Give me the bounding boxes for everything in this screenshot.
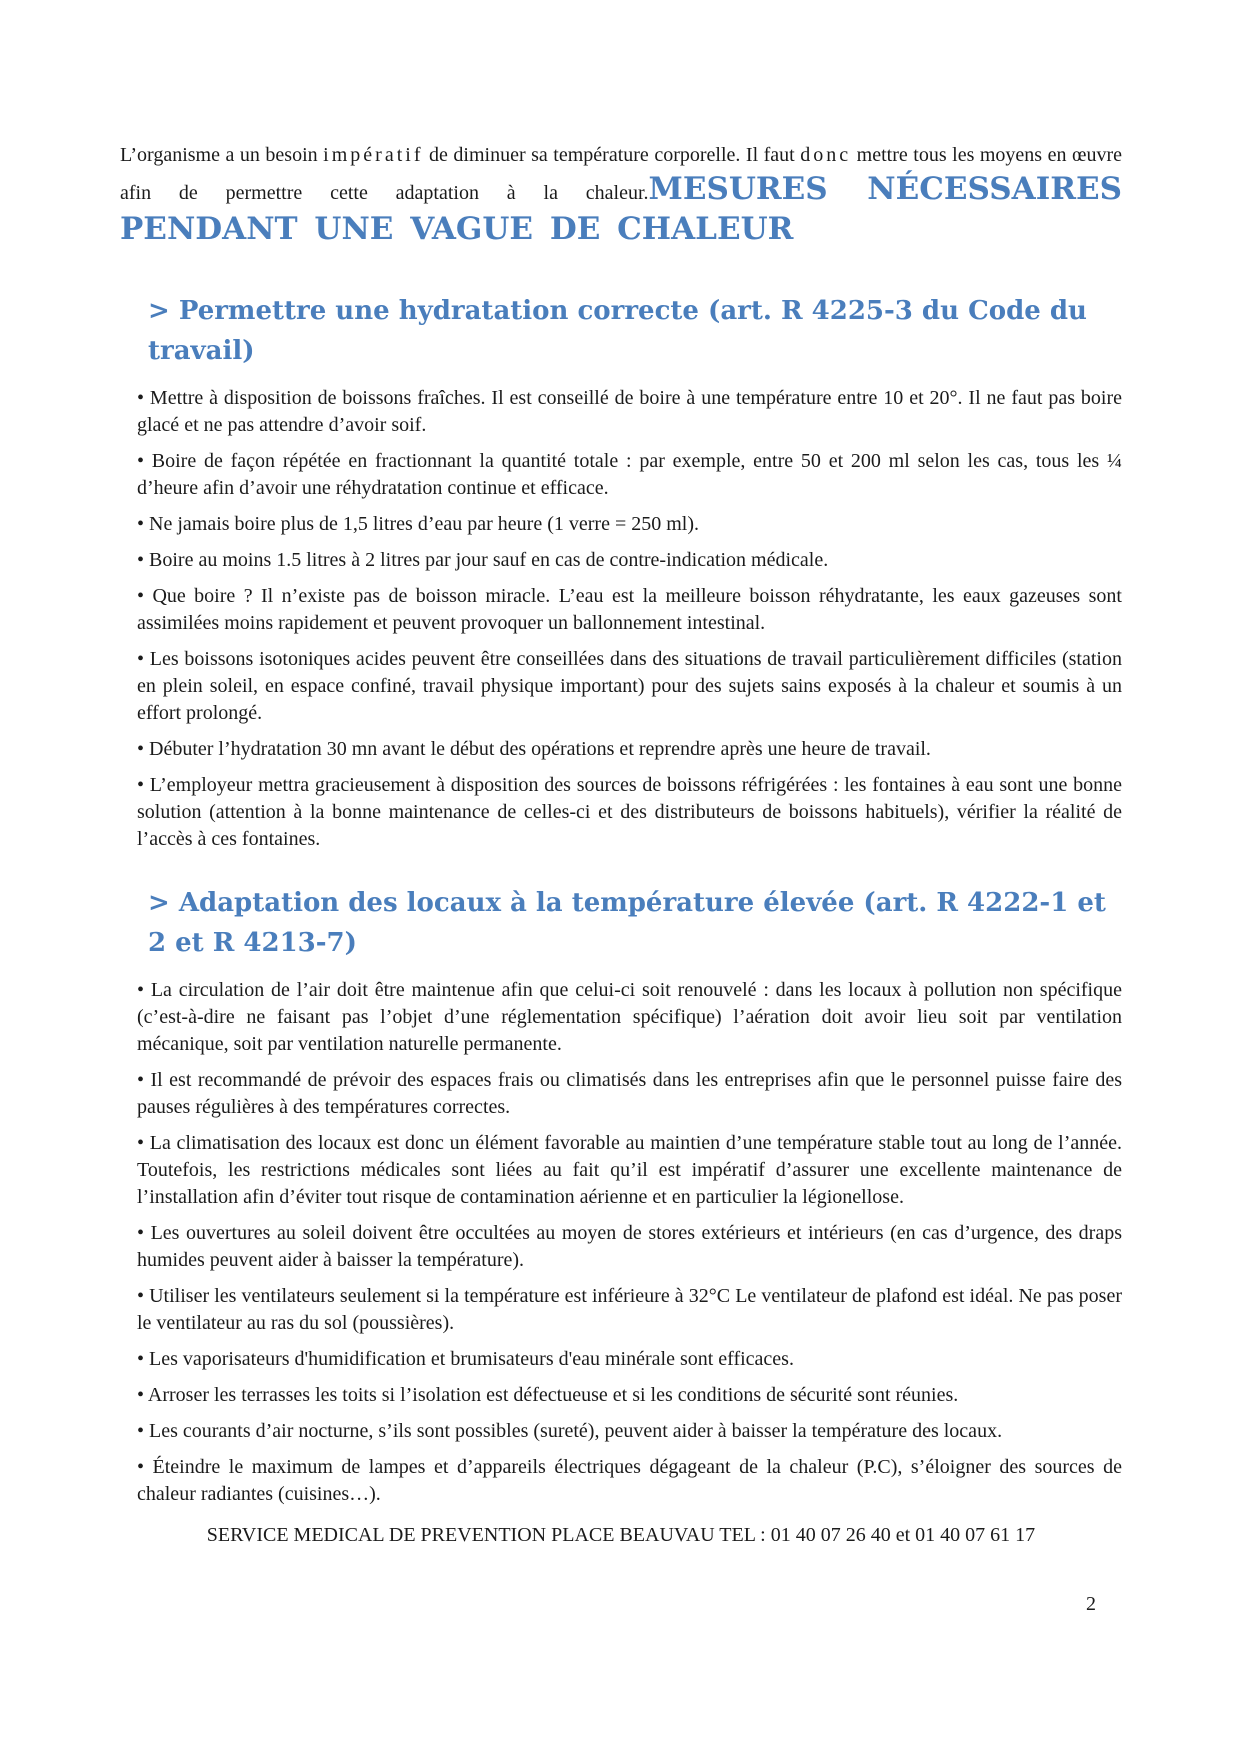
intro-text-3: mettre tous les moyens en œuvre afin de permettre cette adaptation à la chaleur. [120, 144, 1122, 204]
intro-text-2: de diminuer sa température corporelle. Il faut [423, 144, 801, 166]
intro-spaced-word-imperatif: impératif [323, 144, 424, 166]
section-locaux [120, 883, 1122, 1508]
bullet-item: • Les vaporisateurs d'humidification et brumisateurs d'eau minérale sont efficaces. [137, 1346, 1122, 1373]
section-hydration [120, 291, 1122, 853]
footer-service-medical: SERVICE MEDICAL DE PREVENTION PLACE BEAUVAU TEL : 01 40 07 26 40 et 01 40 07 61 17 [206, 1524, 1036, 1546]
bullet-item: • La climatisation des locaux est donc un élément favorable au maintien d’une température stable tout au long de l’année. Toutefois, les restrictions médicales sont liées au fait qu’il est impératif d’assurer une excellente maintenance de l’installation afin d’éviter tout risque de contamination aérienne et en particulier la légionellose. [137, 1130, 1122, 1211]
page-number: 2 [1086, 1593, 1096, 1615]
bullet-item: • La circulation de l’air doit être maintenue afin que celui-ci soit renouvelé : dans les locaux à pollution non spécifique (c’est-à-dire ne faisant pas l’objet d’une réglementation spécifique) l’aération doit avoir lieu soit par ventilation mécanique, soit par ventilation naturelle permanente. [137, 977, 1122, 1058]
bullet-item: • Les ouvertures au soleil doivent être occultées au moyen de stores extérieurs et intérieurs (en cas d’urgence, des draps humides peuvent aider à baisser la température). [137, 1220, 1122, 1274]
bullet-item: • Arroser les terrasses les toits si l’isolation est défectueuse et si les conditions de sécurité sont réunies. [137, 1382, 1122, 1409]
bullet-list-locaux [120, 977, 1122, 1508]
bullet-item: • Il est recommandé de prévoir des espaces frais ou climatisés dans les entreprises afin que le personnel puisse faire des pauses régulières à des températures correctes. [137, 1067, 1122, 1121]
bullet-item: • L’employeur mettra gracieusement à disposition des sources de boissons réfrigérées : les fontaines à eau sont une bonne solution (attention à la bonne maintenance de celles-ci et des distributeurs de boissons habituels), vérifier la réalité de l’accès à ces fontaines. [137, 772, 1122, 853]
bullet-item: • Boire de façon répétée en fractionnant la quantité totale : par exemple, entre 50 et 200 ml selon les cas, tous les ¼ d’heure afin d’avoir une réhydratation continue et efficace. [137, 448, 1122, 502]
intro-paragraph [120, 142, 1122, 249]
intro-text-1: L’organisme a un besoin [120, 144, 324, 166]
bullet-item: • Utiliser les ventilateurs seulement si la température est inférieure à 32°C Le ventilateur de plafond est idéal. Ne pas poser le ventilateur au ras du sol (poussières). [137, 1283, 1122, 1337]
bullet-list-hydration [120, 385, 1122, 853]
bullet-item: • Mettre à disposition de boissons fraîches. Il est conseillé de boire à une température entre 10 et 20°. Il ne faut pas boire glacé et ne pas attendre d’avoir soif. [137, 385, 1122, 439]
bullet-item: • Les courants d’air nocturne, s’ils sont possibles (sureté), peuvent aider à baisser la température des locaux. [137, 1418, 1122, 1445]
section-heading-hydration: > Permettre une hydratation correcte (art. R 4225-3 du Code du travail) [148, 296, 1087, 366]
section-heading-locaux: > Adaptation des locaux à la température élevée (art. R 4222-1 et 2 et R 4213-7) [148, 888, 1106, 958]
bullet-item: • Les boissons isotoniques acides peuvent être conseillées dans des situations de travail particulièrement difficiles (station en plein soleil, en espace confiné, travail physique important) pour des sujets sains exposés à la chaleur et soumis à un effort prolongé. [137, 646, 1122, 727]
bullet-item: • Que boire ? Il n’existe pas de boisson miracle. L’eau est la meilleure boisson réhydratante, les eaux gazeuses sont assimilées moins rapidement et peuvent provoquer un ballonnement intestinal. [137, 583, 1122, 637]
bullet-item: • Éteindre le maximum de lampes et d’appareils électriques dégageant de la chaleur (P.C), s’éloigner des sources de chaleur radiantes (cuisines…). [137, 1454, 1122, 1508]
bullet-item: • Ne jamais boire plus de 1,5 litres d’eau par heure (1 verre = 250 ml). [137, 511, 1122, 538]
bullet-item: • Débuter l’hydratation 30 mn avant le début des opérations et reprendre après une heure de travail. [137, 736, 1122, 763]
document-title: MESURES NÉCESSAIRES PENDANT UNE VAGUE DE CHALEUR [120, 171, 1122, 247]
bullet-item: • Boire au moins 1.5 litres à 2 litres par jour sauf en cas de contre-indication médicale. [137, 547, 1122, 574]
intro-spaced-word-donc: donc [800, 144, 852, 166]
